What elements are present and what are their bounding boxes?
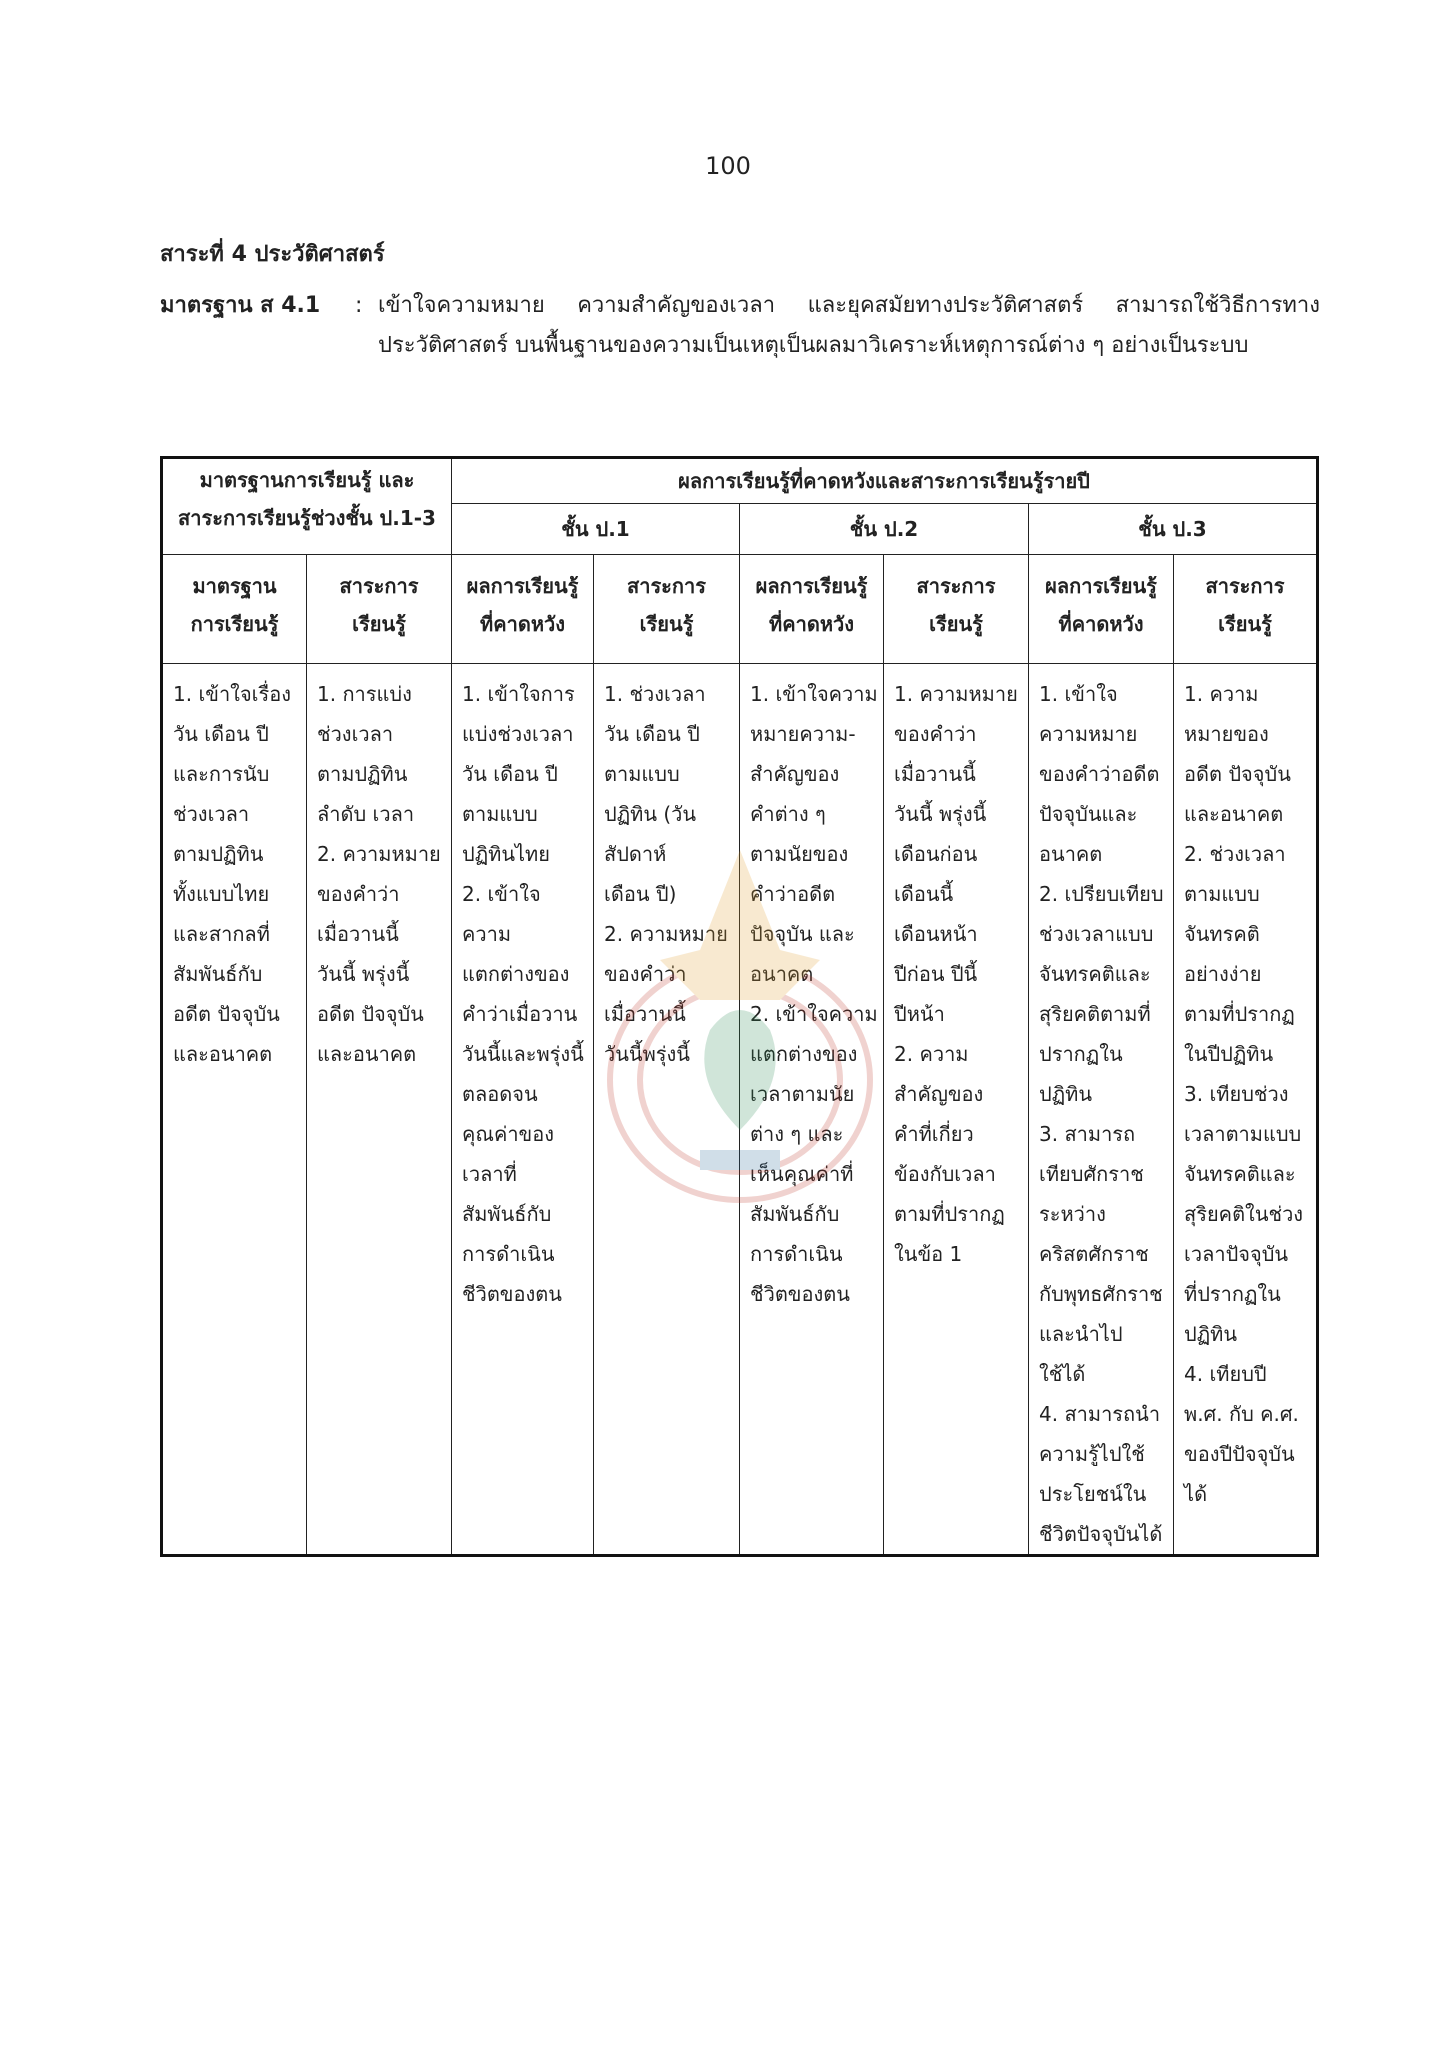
cell-item: 2. ช่วงเวลา ตามแบบ จันทรคติ อย่างง่าย ตามที่ปรากฏ ในปีปฏิทิน bbox=[1184, 842, 1295, 1066]
column-header-3 bbox=[452, 555, 594, 664]
column-cell-5 bbox=[740, 664, 884, 1556]
cell-item: 2. ความหมาย ของคำว่า เมื่อวานนี้ วันนี้ พรุ่งนี้ อดีต ปัจจุบัน และอนาคต bbox=[317, 842, 441, 1066]
cell-item: 2. เข้าใจความ แตกต่างของ คำว่าเมื่อวาน วันนี้และพรุ่งนี้ ตลอดจน คุณค่าของ เวลาที่ สัมพันธ์กับ การดำเนิน ชีวิตของตน bbox=[462, 882, 584, 1306]
column-header-line2: เรียนรู้ bbox=[639, 612, 694, 636]
column-header-line2: ที่คาดหวัง bbox=[769, 612, 854, 636]
column-header-1 bbox=[162, 555, 307, 664]
column-header-line1: ผลการเรียนรู้ bbox=[755, 574, 868, 598]
column-header-7 bbox=[1029, 555, 1174, 664]
column-header-line1: ผลการเรียนรู้ bbox=[1045, 574, 1157, 598]
column-cell-4 bbox=[594, 664, 740, 1556]
cell-item: 2. ความหมาย ของคำว่า เมื่อวานนี้ วันนี้พรุ่งนี้ bbox=[604, 922, 728, 1066]
curriculum-table bbox=[160, 456, 1319, 1557]
cell-item: 2. เข้าใจความ แตกต่างของ เวลาตามนัย ต่าง ๆ และ เห็นคุณค่าที่ สัมพันธ์กับ การดำเนิน ชีวิตของตน bbox=[750, 1002, 878, 1306]
column-header-line2: เรียนรู้ bbox=[352, 612, 406, 636]
column-header-4 bbox=[594, 555, 740, 664]
grade-header-p3: ชั้น ป.3 bbox=[1029, 504, 1318, 555]
column-cell-3 bbox=[452, 664, 594, 1556]
column-header-line1: สาระการ bbox=[339, 574, 419, 598]
cell-item: 1. เข้าใจเรื่อง วัน เดือน ปี และการนับ ช่วงเวลา ตามปฏิทิน ทั้งแบบไทย และสากลที่ สัมพันธ์กับ อดีต ปัจจุบัน และอนาคต bbox=[173, 682, 292, 1066]
cell-item: 3. สามารถ เทียบศักราช ระหว่าง คริสตศักราช กับพุทธศักราช และนำไป ใช้ได้ bbox=[1039, 1122, 1163, 1386]
grade-header-p1: ชั้น ป.1 bbox=[452, 504, 740, 555]
column-cell-2 bbox=[307, 664, 452, 1556]
column-header-line1: สาระการ bbox=[1205, 574, 1285, 598]
column-header-line2: ที่คาดหวัง bbox=[1058, 612, 1144, 636]
column-header-line2: ที่คาดหวัง bbox=[480, 612, 565, 636]
cell-item: 2. เปรียบเทียบ ช่วงเวลาแบบ จันทรคติและ สุริยคติตามที่ ปรากฏใน ปฏิทิน bbox=[1039, 882, 1164, 1106]
column-header-line1: ผลการเรียนรู้ bbox=[466, 574, 579, 598]
standard-text: เข้าใจความหมาย ความสำคัญของเวลา และยุคสมัยทางประวัติศาสตร์ สามารถใช้วิธีการทางประวัติศาสตร์ บนพื้นฐานของความเป็นเหตุเป็นผลมาวิเคราะห์เหตุการณ์ต่าง ๆ อย่างเป็นระบบ bbox=[378, 293, 1320, 358]
cell-item: 1. ความ หมายของ อดีต ปัจจุบัน และอนาคต bbox=[1184, 682, 1291, 826]
standard-label: มาตรฐาน ส 4.1 bbox=[160, 293, 321, 318]
column-header-6 bbox=[884, 555, 1029, 664]
column-header-line2: เรียนรู้ bbox=[1218, 612, 1272, 636]
column-cell-1 bbox=[162, 664, 307, 1556]
cell-item: 1. ความหมาย ของคำว่า เมื่อวานนี้ วันนี้ พรุ่งนี้ เดือนก่อน เดือนนี้ เดือนหน้า ปีก่อน ปีนี้ ปีหน้า bbox=[894, 682, 1018, 1026]
column-cell-8 bbox=[1174, 664, 1318, 1556]
cell-item: 1. เข้าใจ ความหมาย ของคำว่าอดีต ปัจจุบันและ อนาคต bbox=[1039, 682, 1160, 866]
cell-item: 2. ความ สำคัญของ คำที่เกี่ยว ข้องกับเวลา ตามที่ปรากฏ ในข้อ 1 bbox=[894, 1042, 1005, 1266]
page-number: 100 bbox=[705, 152, 751, 180]
column-header-line2: เรียนรู้ bbox=[929, 612, 983, 636]
grade-header-p2: ชั้น ป.2 bbox=[740, 504, 1029, 555]
column-header-8 bbox=[1174, 555, 1318, 664]
column-header-5 bbox=[740, 555, 884, 664]
standard-colon: : bbox=[355, 293, 363, 318]
left-header bbox=[162, 458, 452, 555]
column-header-line1: สาระการ bbox=[627, 574, 707, 598]
column-header-line2: การเรียนรู้ bbox=[190, 612, 279, 636]
column-header-line1: มาตรฐาน bbox=[192, 574, 277, 598]
column-cell-7 bbox=[1029, 664, 1174, 1556]
cell-item: 4. สามารถนำ ความรู้ไปใช้ ประโยชน์ใน ชีวิตปัจจุบันได้ bbox=[1039, 1402, 1163, 1546]
cell-item: 1. ช่วงเวลา วัน เดือน ปี ตามแบบ ปฏิทิน (วัน สัปดาห์ เดือน ปี) bbox=[604, 682, 706, 906]
cell-item: 1. เข้าใจการ แบ่งช่วงเวลา วัน เดือน ปี ตามแบบ ปฏิทินไทย bbox=[462, 682, 575, 866]
column-header-line1: สาระการ bbox=[916, 574, 996, 598]
section-title: สาระที่ 4 ประวัติศาสตร์ bbox=[160, 242, 385, 267]
cell-item: 3. เทียบช่วง เวลาตามแบบ จันทรคติและ สุริยคติในช่วง เวลาปัจจุบัน ที่ปรากฏใน ปฏิทิน bbox=[1184, 1082, 1304, 1346]
column-header-2 bbox=[307, 555, 452, 664]
cell-item: 1. เข้าใจความ หมายความ- สำคัญของ คำต่าง ๆ ตามนัยของ คำว่าอดีต ปัจจุบัน และ อนาคต bbox=[750, 682, 878, 986]
column-cell-6 bbox=[884, 664, 1029, 1556]
cell-item: 1. การแบ่ง ช่วงเวลา ตามปฏิทิน ลำดับ เวลา bbox=[317, 682, 415, 826]
cell-item: 4. เทียบปี พ.ศ. กับ ค.ศ. ของปีปัจจุบันได้ bbox=[1184, 1362, 1299, 1506]
left-header-line1: มาตรฐานการเรียนรู้ และ bbox=[199, 468, 415, 492]
left-header-line2: สาระการเรียนรู้ช่วงชั้น ป.1-3 bbox=[178, 506, 436, 530]
top-header: ผลการเรียนรู้ที่คาดหวังและสาระการเรียนรู้รายปี bbox=[452, 458, 1318, 504]
